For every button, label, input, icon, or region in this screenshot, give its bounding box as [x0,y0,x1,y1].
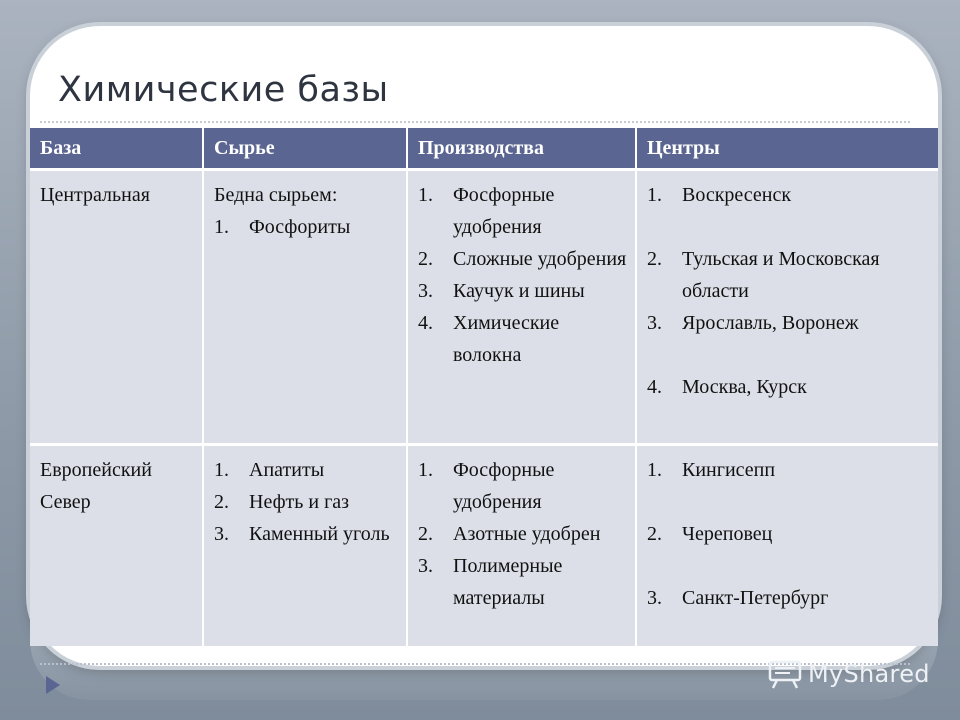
list-number: 2. [647,248,662,270]
triangle-right-icon[interactable] [46,676,60,694]
header-centers: Центры [636,128,938,170]
centers-list [647,454,930,614]
list-text: Полимерные материалы [453,555,563,609]
list-item [418,307,627,371]
cell-centers [636,170,938,445]
list-number: 2. [214,491,229,513]
list-item [647,307,930,339]
raw-list [214,211,398,243]
list-item [418,550,627,614]
centers-list [647,179,930,403]
list-number: 1. [418,184,433,206]
list-number: 1. [214,216,229,238]
productions-list [418,454,627,614]
list-text: Апатиты [249,459,325,481]
list-item [418,275,627,307]
cell-productions [407,170,636,445]
header-base: База [30,128,203,170]
table-row [30,445,938,647]
list-text: Каучук и шины [453,280,585,302]
list-item [418,243,627,275]
chemical-bases-table [30,128,938,646]
list-number: 4. [647,376,662,398]
list-text: Тульская и Московская области [682,248,880,302]
list-text: Фосфорные удобрения [453,184,555,238]
list-number: 1. [214,459,229,481]
list-item [647,243,930,307]
list-text: Азотные удобрен [453,523,601,545]
list-item [647,454,930,486]
list-number: 3. [214,523,229,545]
list-text: Фосфорные удобрения [453,459,555,513]
list-number: 1. [647,184,662,206]
list-text: Воскресенск [682,184,792,206]
slide-title: Химические базы [58,70,389,110]
header-productions: Производства [407,128,636,170]
raw-intro: Бедна сырьем: [214,184,338,206]
cell-raw [203,445,407,647]
cell-base: Центральная [30,170,203,445]
list-text: Кингисепп [682,459,776,481]
divider-top [40,121,910,123]
list-number: 1. [647,459,662,481]
list-item [418,518,627,550]
list-text: Нефть и газ [249,491,350,513]
list-item [647,371,930,403]
list-item [214,211,398,243]
list-number: 4. [418,312,433,334]
list-item [214,454,398,486]
list-item [647,179,930,211]
list-text: Москва, Курск [682,376,807,398]
cell-base: Европейский Север [30,445,203,647]
spacer [647,550,930,582]
list-number: 2. [647,523,662,545]
list-number: 3. [418,555,433,577]
cell-centers [636,445,938,647]
table-header-row [30,128,938,170]
spacer [647,486,930,518]
watermark [768,658,930,690]
list-text: Химические волокна [453,312,560,366]
list-number: 2. [418,523,433,545]
list-number: 3. [418,280,433,302]
productions-list [418,179,627,371]
list-text: Ярославль, Воронеж [682,312,859,334]
spacer [647,211,930,243]
list-text: Каменный уголь [249,523,390,545]
watermark-text: MyShared [808,660,930,688]
cell-raw [203,170,407,445]
header-raw: Сырье [203,128,407,170]
presentation-board-icon [768,659,802,689]
list-text: Фосфориты [249,216,351,238]
list-text: Сложные удобрения [453,248,627,270]
list-item [647,518,930,550]
list-text: Санкт-Петербург [682,587,829,609]
list-number: 2. [418,248,433,270]
raw-list [214,454,398,550]
list-text: Череповец [682,523,773,545]
spacer [647,339,930,371]
list-item [418,179,627,243]
table-row [30,170,938,445]
list-number: 1. [418,459,433,481]
list-item [214,518,398,550]
list-number: 3. [647,587,662,609]
list-item [214,486,398,518]
cell-productions [407,445,636,647]
list-item [647,582,930,614]
list-item [418,454,627,518]
list-number: 3. [647,312,662,334]
